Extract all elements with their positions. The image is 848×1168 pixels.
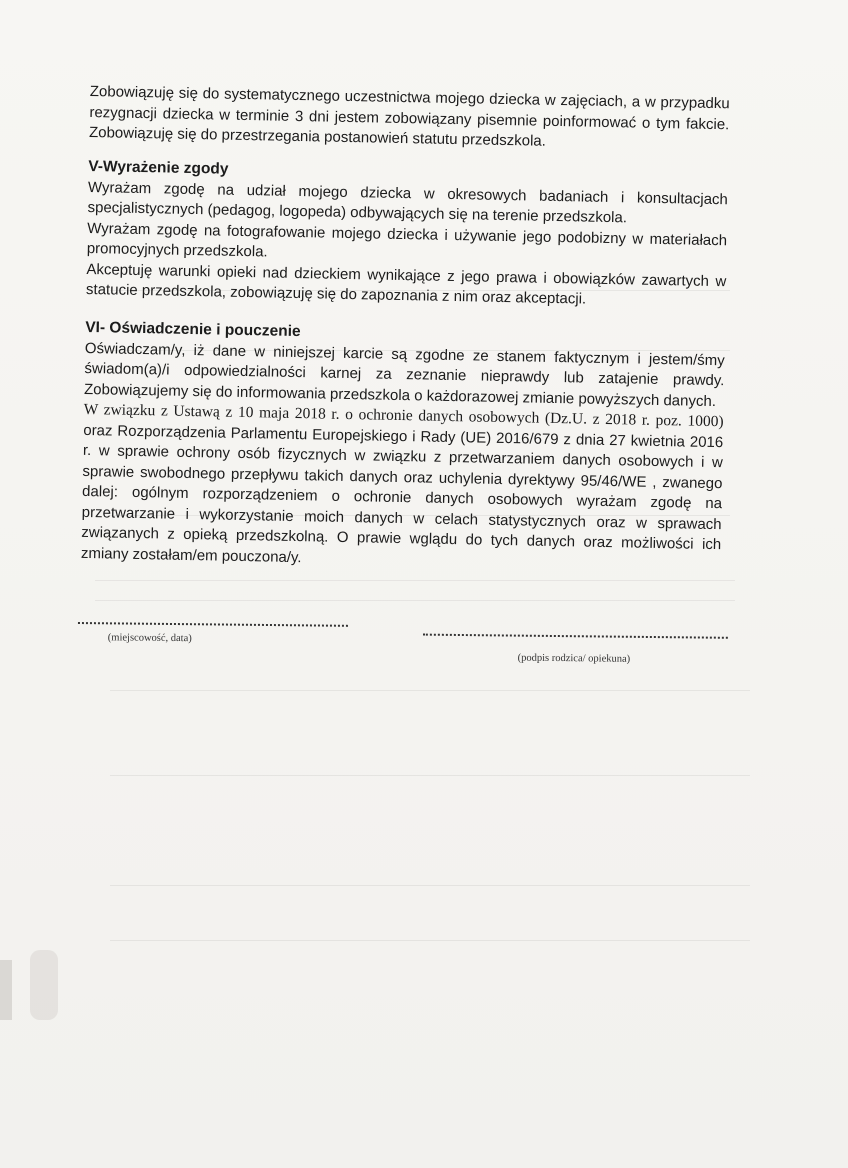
bleed-through-line	[110, 940, 750, 941]
bleed-through-line	[95, 580, 735, 581]
commitment-paragraph: Zobowiązuję się do systematycznego uczestnictwa mojego dziecka w zajęciach, a w przypadku rezygnacji dziecka w terminie 3 dni jestem zobowiązany pisemnie poinformować o tym fakcie. Zobowiązuję się do przestrzegania postanowień statutu przedszkola.	[88, 82, 730, 150]
gdpr-consent-text: oraz Rozporządzenia Parlamentu Europejskiego i Rady (UE) 2016/679 z dnia 27 kwietnia 2016 r. w sprawie ochrony osób fizycznych w związku z przetwarzaniem danych osobowych i w sprawie swobodnego przepływu takich danych oraz uchylenia dyrektywy 95/46/WE , zwanego dalej: ogólnym rozporządzeniem o ochronie danych osobowych wyrażam zgodę na przetwarzanie i wykorzystanie moich danych w celach statystycznych oraz w sprawach związanych z opieką przedszkolną. O prawie wglądu do tych danych oraz możliwości ich zmiany zostałam/em pouczona/y.	[80, 421, 724, 566]
bleed-through-line	[95, 600, 735, 601]
place-date-caption: (miejscowość, data)	[107, 632, 192, 645]
consent-photography: Wyrażam zgodę na fotografowanie mojego dziecka i używanie jego podobizny w materiałach promocyjnych przedszkola.	[86, 219, 728, 261]
gdpr-law-reference: W związku z Ustawą z 10 maja 2018 r. o ochronie danych osobowych (Dz.U. z 2018 r. poz. 1000)	[83, 400, 724, 431]
edge-stain	[30, 950, 58, 1020]
place-date-line	[78, 620, 348, 627]
bleed-through-line	[110, 775, 750, 776]
consent-examinations: Wyrażam zgodę na udział mojego dziecka w okresowych badaniach i konsultacjach specjalistycznych (pedagog, logopeda) odbywających się na terenie przedszkola.	[87, 178, 729, 227]
signature-caption: (podpis rodzica/ opiekuna)	[517, 652, 631, 665]
edge-mark	[0, 960, 12, 1020]
signature-line	[423, 632, 728, 639]
document-body	[81, 82, 730, 576]
declaration-paragraph: Oświadczam/y, iż dane w niniejszej karcie są zgodne ze stanem faktycznym i jestem/śmy świadom(a)/i odpowiedzialności karnej za zeznanie nieprawdy lub zatajenie prawdy. Zobowiązujemy się do informowania przedszkola o każdorazowej zmianie powyższych danych.	[83, 339, 725, 410]
signature-area	[77, 620, 728, 687]
section-vi-heading: VI- Oświadczenie i pouczenie	[85, 318, 301, 340]
bleed-through-line	[110, 885, 750, 886]
acceptance-terms: Akceptuję warunki opieki nad dzieckiem wynikające z jego prawa i obowiązków zawartych w statucie przedszkola, zobowiązuję się do zapoznania z nim oraz akceptacji.	[85, 260, 727, 308]
gdpr-paragraph	[81, 400, 724, 576]
section-v-heading: V-Wyrażenie zgody	[88, 157, 229, 178]
bleed-through-line	[110, 690, 750, 691]
